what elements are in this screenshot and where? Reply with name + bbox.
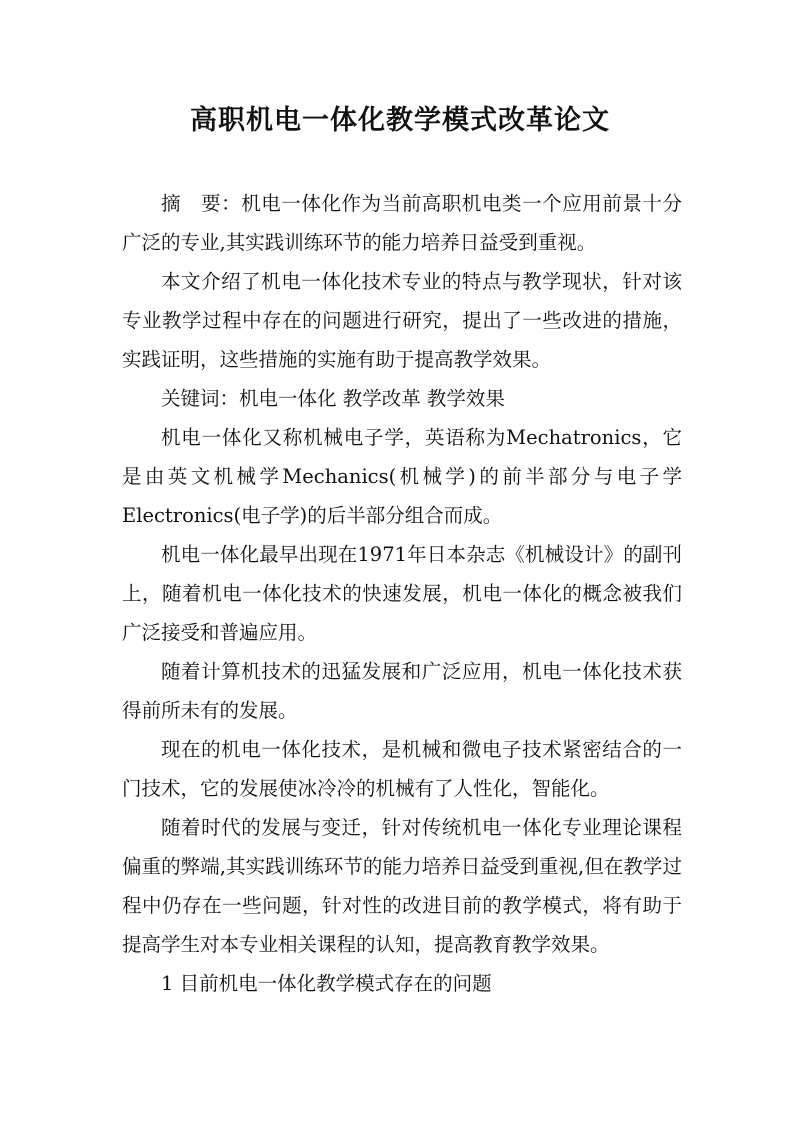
keywords-line: 关键词：机电一体化 教学改革 教学效果	[161, 387, 505, 410]
body-paragraph-current-tech: 现在的机电一体化技术，是机械和微电子技术紧密结合的一门技术，它的发展使冰冷冷的机械有了人性化，智能化。	[122, 738, 682, 800]
abstract-paragraph: 摘 要：机电一体化作为当前高职机电类一个应用前景十分广泛的专业,其实践训练环节的能力培养日益受到重视。	[122, 192, 682, 254]
document-body	[122, 184, 682, 1003]
section-heading-1: 1 目前机电一体化教学模式存在的问题	[161, 972, 492, 995]
body-paragraph-origin: 机电一体化最早出现在1971年日本杂志《机械设计》的副刊上，随着机电一体化技术的快速发展，机电一体化的概念被我们广泛接受和普遍应用。	[122, 543, 682, 644]
body-paragraph-development: 随着计算机技术的迅猛发展和广泛应用，机电一体化技术获得前所未有的发展。	[122, 660, 682, 722]
document-title: 高职机电一体化教学模式改革论文	[190, 105, 610, 136]
abstract-intro-paragraph: 本文介绍了机电一体化技术专业的特点与教学现状，针对该专业教学过程中存在的问题进行研究，提出了一些改进的措施，实践证明，这些措施的实施有助于提高教学效果。	[122, 270, 682, 371]
body-paragraph-teaching-reform: 随着时代的发展与变迁，针对传统机电一体化专业理论课程偏重的弊端,其实践训练环节的能力培养日益受到重视,但在教学过程中仍存在一些问题，针对性的改进目前的教学模式，将有助于提高学生对本专业相关课程的认知，提高教育教学效果。	[122, 816, 682, 956]
body-paragraph-mechatronics-definition: 机电一体化又称机械电子学，英语称为Mechatronics，它是由英文机械学Mechanics(机械学)的前半部分与电子学Electronics(电子学)的后半部分组合而成。	[122, 426, 682, 527]
